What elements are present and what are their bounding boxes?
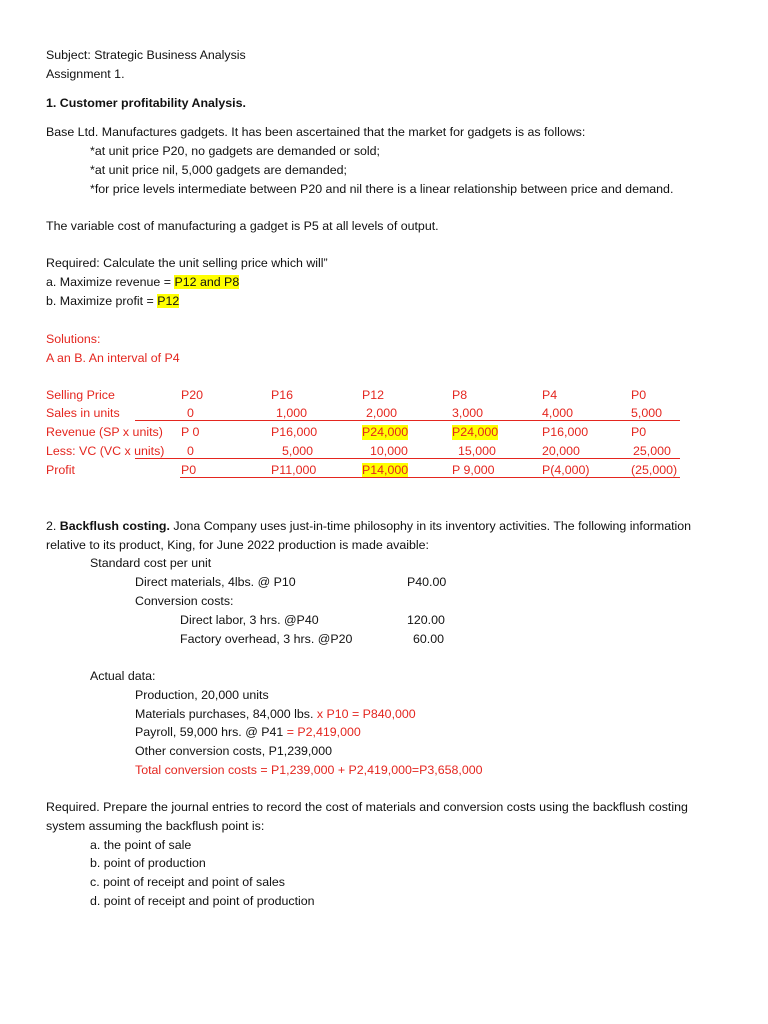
production-line: Production, 20,000 units <box>135 688 269 702</box>
q1-required: Required: Calculate the unit selling price which will” <box>46 256 328 270</box>
table-cell: P8 <box>452 388 468 402</box>
q2-option: a. the point of sale <box>90 838 192 852</box>
payroll-line <box>135 725 361 740</box>
table-row-label: Revenue (SP x units) <box>46 425 163 439</box>
table-cell: 5,000 <box>631 406 663 420</box>
q2-title-line2: relative to its product, King, for June 2022 production is made avaible: <box>46 538 429 552</box>
other-conversion-line: Other conversion costs, P1,239,000 <box>135 744 332 758</box>
table-row-label: Less: VC (VC x units) <box>46 444 165 458</box>
q1-req-b <box>46 294 179 309</box>
q2-title <box>46 519 691 534</box>
table-cell: P16,000 <box>542 425 589 439</box>
total-conversion-line: Total conversion costs = P1,239,000 + P2,419,000=P3,658,000 <box>135 763 483 777</box>
dm-label: Direct materials, 4lbs. @ P10 <box>135 575 296 589</box>
table-cell: P14,000 <box>362 463 409 477</box>
table-rule <box>135 420 680 421</box>
payroll-label: Payroll, 59,000 hrs. @ P41 <box>135 725 287 739</box>
table-cell: 15,000 <box>458 444 496 458</box>
table-cell: P12 <box>362 388 385 402</box>
table-cell: 20,000 <box>542 444 580 458</box>
table-cell: 2,000 <box>366 406 398 420</box>
table-cell: P16 <box>271 388 294 402</box>
table-cell: P11,000 <box>271 463 317 477</box>
table-cell: 0 <box>187 406 194 420</box>
q1-intro: Base Ltd. Manufactures gadgets. It has been ascertained that the market for gadgets is as follows: <box>46 125 586 139</box>
table-cell: P24,000 <box>362 425 409 439</box>
subject-line: Subject: Strategic Business Analysis <box>46 48 246 62</box>
actual-title: Actual data: <box>90 669 156 683</box>
materials-label: Materials purchases, 84,000 lbs. <box>135 707 317 721</box>
table-cell: 1,000 <box>276 406 308 420</box>
table-cell: P0 <box>631 425 647 439</box>
q1-req-a-label: a. Maximize revenue = <box>46 275 175 289</box>
q1-bullet: *at unit price P20, no gadgets are demanded or sold; <box>90 144 380 158</box>
q2-option: d. point of receipt and point of production <box>90 894 315 908</box>
table-cell: 3,000 <box>452 406 484 420</box>
table-row-label: Selling Price <box>46 388 115 402</box>
table-cell: 10,000 <box>370 444 408 458</box>
q1-variable-cost: The variable cost of manufacturing a gadget is P5 at all levels of output. <box>46 219 439 233</box>
q2-option: b. point of production <box>90 856 206 870</box>
table-rule <box>180 477 680 478</box>
q2-title-num: 2. <box>46 519 60 533</box>
standard-cost-title: Standard cost per unit <box>90 556 212 570</box>
q2-title-bold: Backflush costing. <box>59 519 170 533</box>
table-cell: P0 <box>181 463 197 477</box>
q1-req-a-answer: P12 and P8 <box>174 275 240 289</box>
materials-line <box>135 707 416 722</box>
q2-title-rest: Jona Company uses just-in-time philosophy in its inventory activities. The following information <box>169 519 692 533</box>
q2-required-line2: system assuming the backflush point is: <box>46 819 265 833</box>
table-row-label: Profit <box>46 463 75 477</box>
table-cell: P 0 <box>181 425 200 439</box>
q1-req-b-label: b. Maximize profit = <box>46 294 158 308</box>
table-cell: P(4,000) <box>542 463 590 477</box>
q1-bullet: *at unit price nil, 5,000 gadgets are demanded; <box>90 163 347 177</box>
payroll-calc: = P2,419,000 <box>286 725 361 739</box>
table-cell: 25,000 <box>633 444 671 458</box>
table-cell: P16,000 <box>271 425 318 439</box>
table-rule <box>135 458 680 459</box>
foh-label: Factory overhead, 3 hrs. @P20 <box>180 632 353 646</box>
q1-title: 1. Customer profitability Analysis. <box>46 96 246 110</box>
table-row-label: Sales in units <box>46 406 120 420</box>
materials-calc: x P10 = P840,000 <box>316 707 416 721</box>
dm-value: P40.00 <box>407 575 447 589</box>
conversion-label: Conversion costs: <box>135 594 234 608</box>
solutions-title: Solutions: <box>46 332 101 346</box>
q1-bullet: *for price levels intermediate between P20 and nil there is a linear relationship between price and demand. <box>90 182 674 196</box>
q1-req-b-answer: P12 <box>157 294 180 308</box>
q2-required-line1: Required. Prepare the journal entries to record the cost of materials and conversion costs using the backflush costing <box>46 800 688 814</box>
table-cell: 5,000 <box>282 444 314 458</box>
table-cell: P24,000 <box>452 425 499 439</box>
dl-value: 120.00 <box>407 613 445 627</box>
foh-value: 60.00 <box>413 632 445 646</box>
solutions-note: A an B. An interval of P4 <box>46 351 180 365</box>
table-cell: 0 <box>187 444 194 458</box>
table-cell: (25,000) <box>631 463 678 477</box>
table-cell: P 9,000 <box>452 463 495 477</box>
table-cell: P0 <box>631 388 647 402</box>
q2-option: c. point of receipt and point of sales <box>90 875 285 889</box>
dl-label: Direct labor, 3 hrs. @P40 <box>180 613 319 627</box>
table-cell: P4 <box>542 388 558 402</box>
table-cell: 4,000 <box>542 406 574 420</box>
q1-req-a <box>46 275 239 290</box>
table-cell: P20 <box>181 388 204 402</box>
assignment-line: Assignment 1. <box>46 67 125 81</box>
